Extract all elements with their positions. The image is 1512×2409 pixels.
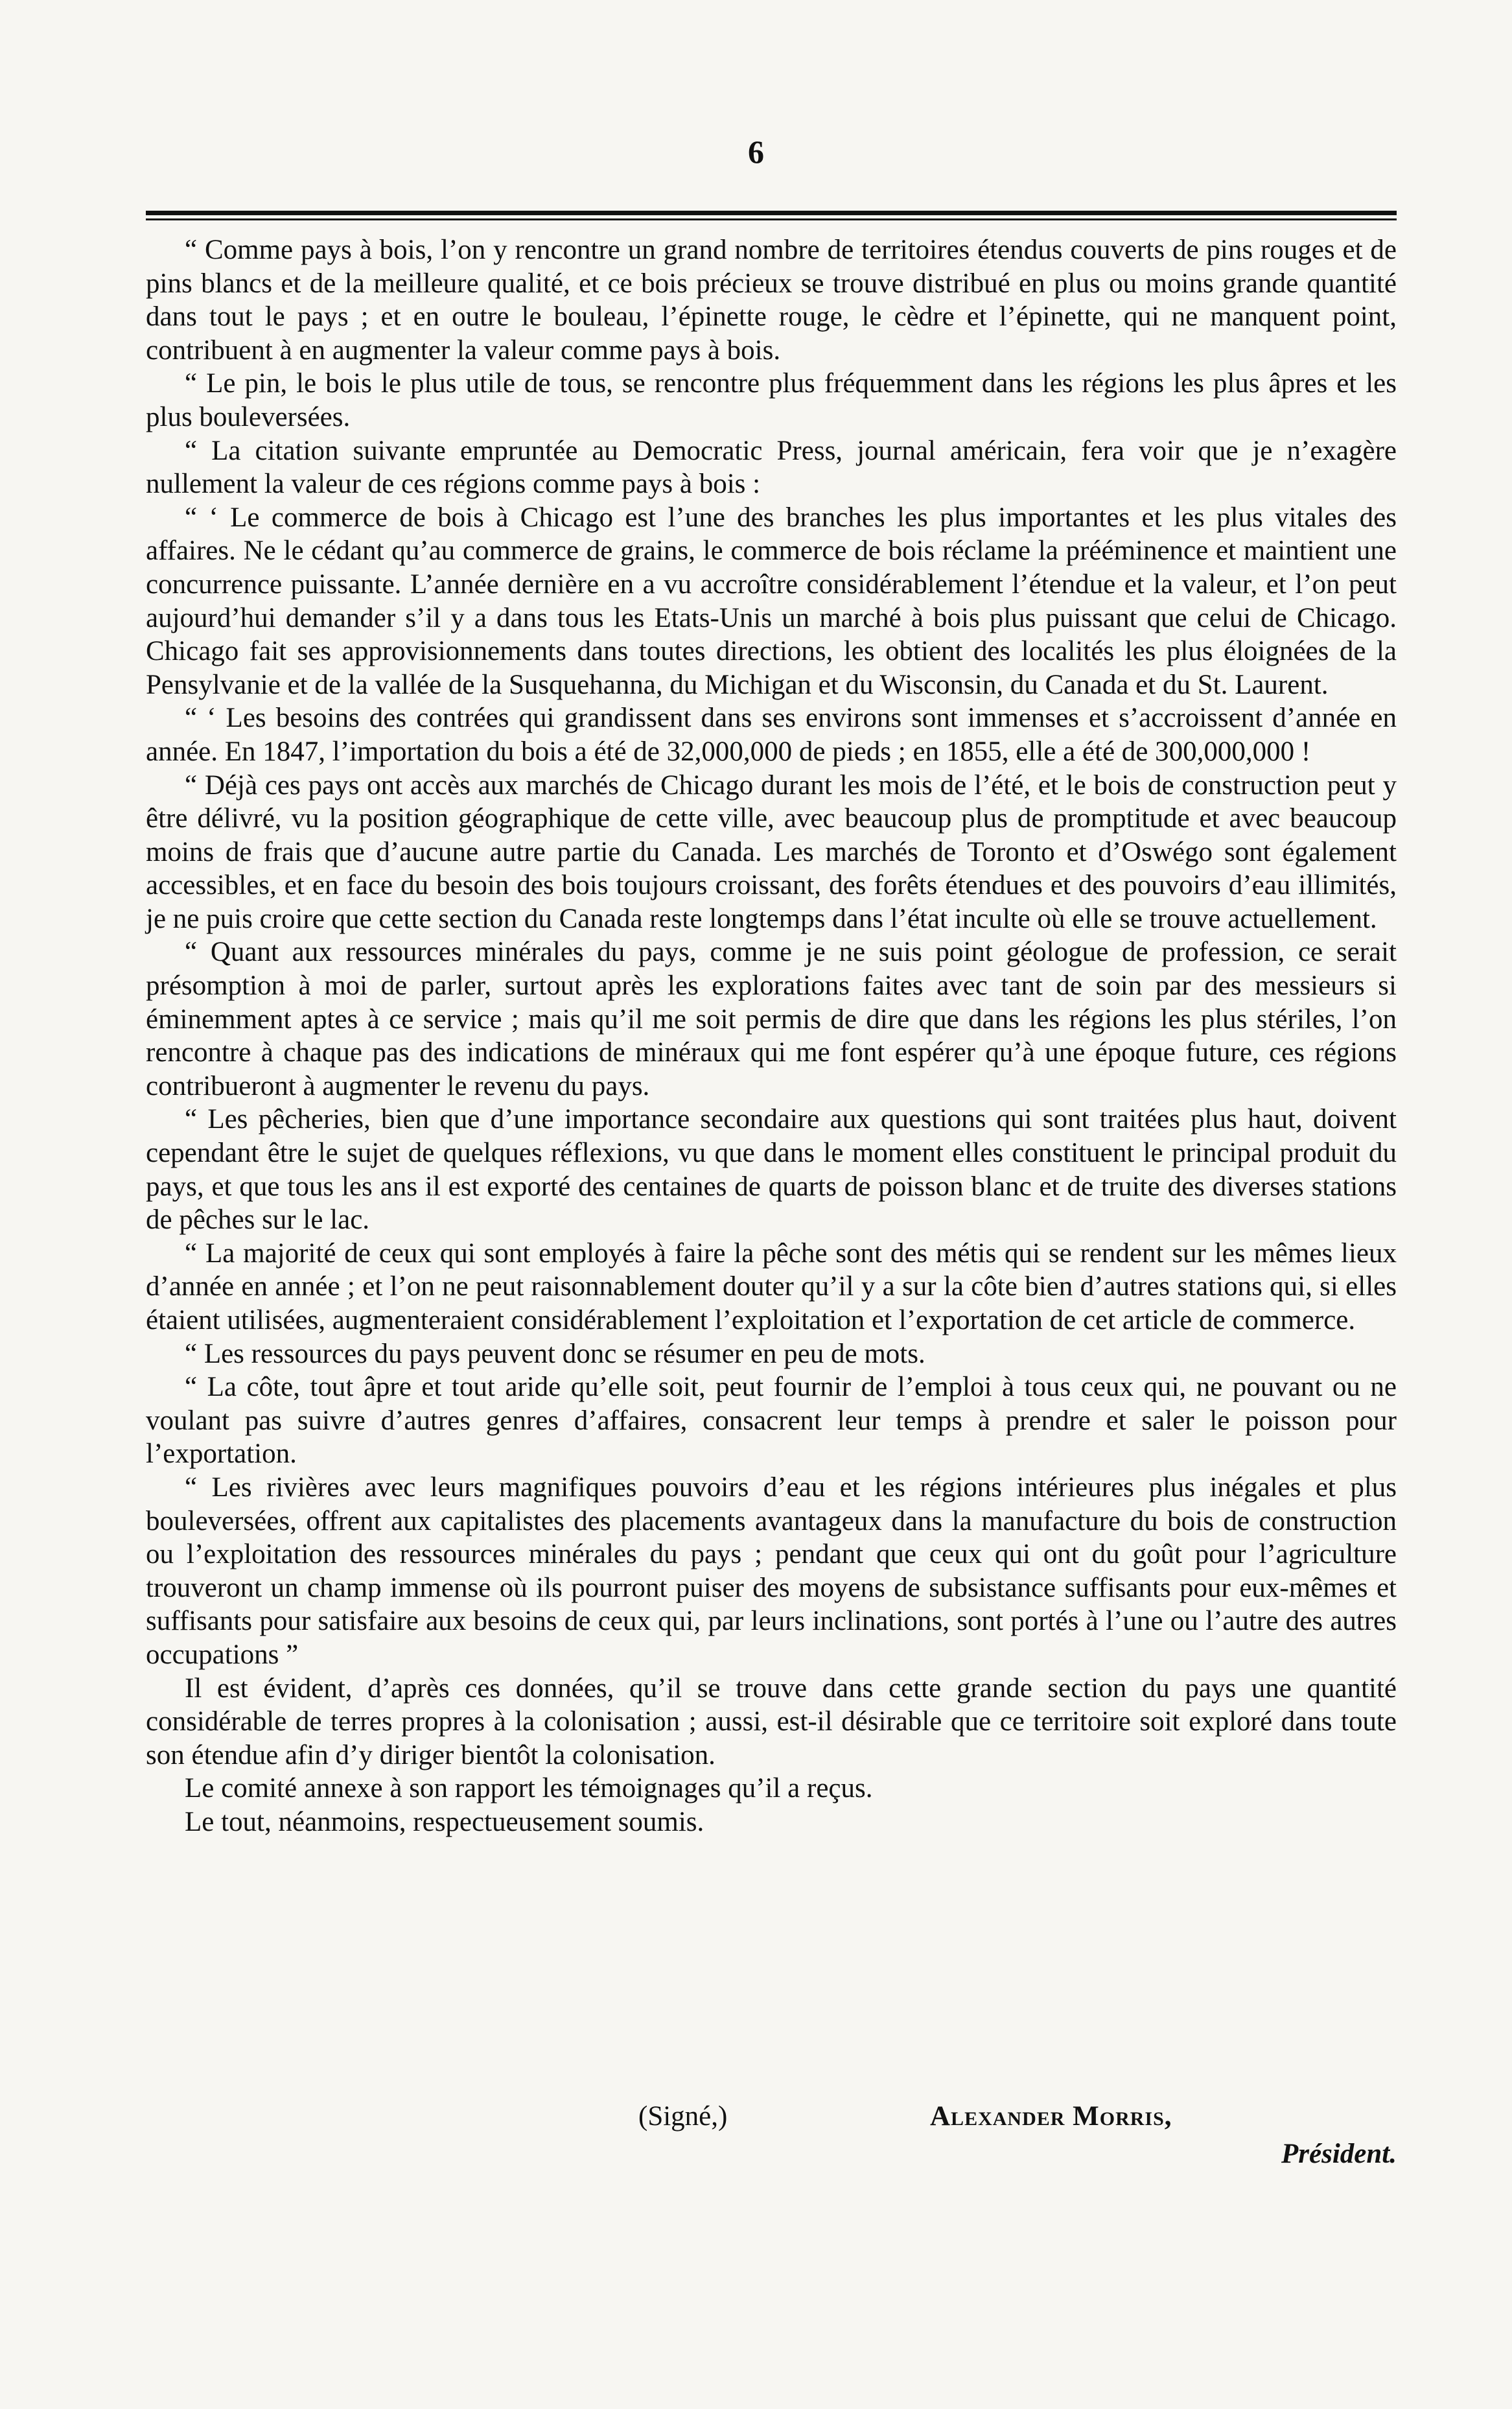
paragraph: “ Quant aux ressources minérales du pays, comme je ne suis point géologue de profession, ce serait présomption à moi de parler, surtout après les explorations faites avec tant de soin par des messieurs si éminemment aptes à ce service ; mais qu’il me soit permis de dire que dans les régions les plus stériles, l’on rencontre à chaque pas des indications de minéraux qui me font espérer qu’à une époque future, ces régions contribueront à augmenter le revenu du pays. [146, 937, 1397, 1101]
paragraph: “ La côte, tout âpre et tout aride qu’elle soit, peut fournir de l’emploi à tous ceux qui, ne pouvant ou ne voulant pas suivre d’autres genres d’affaires, consacrent leur temps à prendre et saler le poisson pour l’exportation. [146, 1372, 1397, 1470]
signer-title: Président. [1281, 2139, 1397, 2169]
paragraph: Il est évident, d’après ces données, qu’il se trouve dans cette grande section du pays une quantité considérable de terres propres à la colonisation ; aussi, est-il désirable que ce territoire soit exploré dans toute son étendue afin d’y diriger bientôt la colonisation. [146, 1673, 1397, 1770]
paragraph: “ ‘ Le commerce de bois à Chicago est l’une des branches les plus importantes et les plus vitales des affaires. Ne le cédant qu’au commerce de grains, le commerce de bois réclame la prééminence et maintient une concurrence puissante. L’année dernière en a vu accroître considérablement l’étendue et la valeur, et l’on peut aujourd’hui demander s’il y a dans tous les Etats-Unis un marché à bois plus puissant que celui de Chicago. Chicago fait ses approvisionnements dans toutes directions, les obtient des localités les plus éloignées de la Pensylvanie et de la vallée de la Susquehanna, du Michigan et du Wisconsin, du Canada et du St. Laurent. [146, 502, 1397, 700]
paragraph: Le comité annexe à son rapport les témoignages qu’il a reçus. [185, 1773, 873, 1804]
signature-block [146, 2100, 1397, 2191]
paragraph: “ Les pêcheries, bien que d’une importance secondaire aux questions qui sont traitées plus haut, doivent cependant être le sujet de quelques réflexions, vu que dans le moment elles constituent le principal produit du pays, et que tous les ans il est exporté des centaines de quarts de poisson blanc et de truite des diverses stations de pêches sur le lac. [146, 1104, 1397, 1236]
paragraph: Le tout, néanmoins, respectueusement soumis. [185, 1806, 704, 1837]
header-rule-thin [146, 218, 1397, 220]
body-text [146, 233, 1397, 1839]
paragraph: “ La majorité de ceux qui sont employés à faire la pêche sont des métis qui se rendent sur les mêmes lieux d’année en année ; et l’on ne peut raisonnablement douter qu’il y a sur la côte bien d’autres stations qui, si elles étaient utilisées, augmenteraient considérablement l’exploitation et l’exportation de cet article de commerce. [146, 1238, 1397, 1335]
paragraph: “ Le pin, le bois le plus utile de tous, se rencontre plus fréquemment dans les régions les plus âpres et les plus bouleversées. [146, 368, 1397, 432]
signer-name: Alexander Morris, [930, 2101, 1172, 2132]
page-number: 6 [748, 134, 764, 170]
paragraph: “ Les ressources du pays peuvent donc se résumer en peu de mots. [185, 1338, 925, 1369]
paragraph: “ La citation suivante empruntée au Democratic Press, journal américain, fera voir que je n’exagère nullement la valeur de ces régions comme pays à bois : [146, 435, 1397, 500]
paragraph: “ Déjà ces pays ont accès aux marchés de Chicago durant les mois de l’été, et le bois de construction peut y être délivré, vu la position géographique de cette ville, avec beaucoup plus de promptitude et avec beaucoup moins de frais que d’aucune autre partie du Canada. Les marchés de Toronto et d’Oswégo sont également accessibles, et en face du besoin des bois toujours croissant, des forêts étendues et des pouvoirs d’eau illimités, je ne puis croire que cette section du Canada reste longtemps dans l’état inculte où elle se trouve actuellement. [146, 770, 1397, 934]
paragraph: “ ‘ Les besoins des contrées qui grandissent dans ses environs sont immenses et s’accroissent d’année en année. En 1847, l’importation du bois a été de 32,000,000 de pieds ; en 1855, elle a été de 300,000,000 ! [146, 703, 1397, 767]
signed-label: (Signé,) [638, 2101, 728, 2132]
header-rule-thick [146, 211, 1397, 215]
paragraph: “ Comme pays à bois, l’on y rencontre un grand nombre de territoires étendus couverts de pins rouges et de pins blancs et de la meilleure qualité, et ce bois précieux se trouve distribué en plus ou moins grande quantité dans tout le pays ; et en outre le bouleau, l’épinette rouge, le cèdre et l’épinette, qui ne manquent point, contribuent à en augmenter la valeur comme pays à bois. [146, 235, 1397, 366]
paragraph: “ Les rivières avec leurs magnifiques pouvoirs d’eau et les régions intérieures plus inégales et plus bouleversées, offrent aux capitalistes des placements avantageux dans la manufacture du bois de construction ou l’exploitation des ressources minérales du pays ; pendant que ceux qui ont du goût pour l’agriculture trouveront un champ immense où ils pourront puiser des moyens de subsistance suffisants pour eux-mêmes et suffisants pour satisfaire aux besoins de ceux qui, par leurs inclinations, sont portés à l’une ou l’autre des autres occupations ” [146, 1472, 1397, 1670]
